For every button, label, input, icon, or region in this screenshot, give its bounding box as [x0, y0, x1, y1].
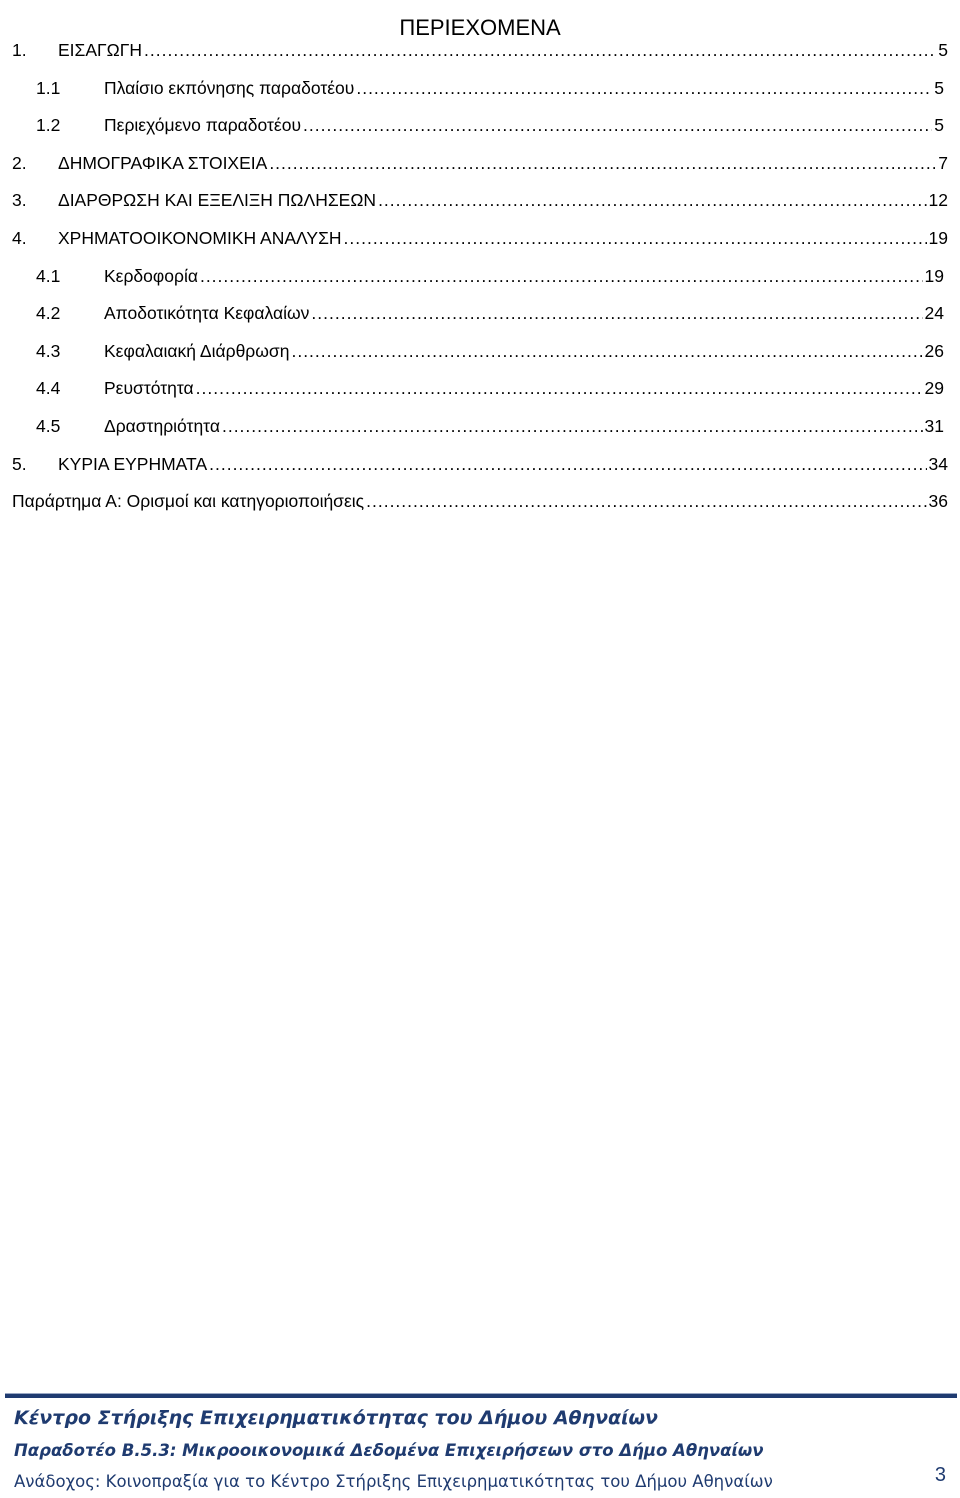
toc-entry-page: 36 — [928, 491, 948, 512]
toc-entry-label: Δραστηριότητα — [104, 415, 220, 436]
toc-entry-page: 24 — [924, 303, 944, 324]
toc-entry-number: 4. — [12, 227, 27, 248]
dot-leader — [311, 303, 922, 324]
dot-leader — [222, 416, 923, 437]
toc-entry-row — [104, 303, 944, 324]
toc-entry-number: 4.4 — [36, 378, 61, 399]
page-number: 3 — [934, 1464, 946, 1486]
toc-entry-label: Περιεχόμενο παραδοτέου — [104, 115, 302, 136]
toc-entry-number: 4.3 — [36, 340, 61, 361]
toc-entry-page: 19 — [928, 227, 948, 248]
toc-entry-page: 26 — [924, 340, 944, 361]
toc-entry-row — [58, 228, 948, 249]
toc-entry-row — [104, 115, 944, 136]
toc-entry-page: 12 — [928, 190, 948, 211]
toc-entry-page: 7 — [938, 152, 948, 173]
toc-entry-number: 1.1 — [36, 77, 61, 98]
toc-entry-row — [58, 190, 948, 211]
footer-contractor: Ανάδοχος: Κοινοπραξία για το Κέντρο Στήριξης Επιχειρηματικότητας του Δήμου Αθηναίων — [14, 1472, 773, 1491]
footer-divider — [5, 1393, 957, 1398]
toc-entry-page: 5 — [934, 115, 944, 136]
toc-list — [0, 40, 960, 529]
dot-leader — [356, 78, 932, 99]
toc-entry[interactable] — [0, 378, 960, 416]
toc-entry[interactable] — [0, 341, 960, 379]
toc-entry-label: ΔΙΑΡΘΡΩΣΗ ΚΑΙ ΕΞΕΛΙΞΗ ΠΩΛΗΣΕΩΝ — [58, 190, 377, 211]
toc-entry-label: Κεφαλαιακή Διάρθρωση — [104, 340, 290, 361]
toc-entry-page: 5 — [934, 77, 944, 98]
toc-title: ΠΕΡΙΕΧΟΜΕΝΑ — [399, 14, 561, 40]
toc-entry-label: ΕΙΣΑΓΩΓΗ — [58, 40, 143, 60]
toc-entry-row — [58, 153, 948, 174]
toc-entry-row — [104, 78, 944, 99]
toc-entry[interactable] — [0, 40, 960, 78]
toc-entry-page: 31 — [924, 415, 944, 436]
toc-entry[interactable] — [0, 491, 960, 529]
toc-entry-row — [104, 378, 944, 399]
toc-entry-number: 2. — [12, 152, 27, 173]
dot-leader — [269, 153, 936, 174]
toc-entry[interactable] — [0, 78, 960, 116]
toc-entry[interactable] — [0, 303, 960, 341]
toc-entry-number: 3. — [12, 190, 27, 211]
footer-organization: Κέντρο Στήριξης Επιχειρηματικότητας του Δήμου Αθηναίων — [14, 1407, 658, 1429]
toc-entry-row — [104, 341, 944, 362]
toc-entry-label: Αποδοτικότητα Κεφαλαίων — [104, 303, 310, 324]
toc-entry[interactable] — [0, 454, 960, 492]
toc-entry-number: 4.5 — [36, 415, 61, 436]
dot-leader — [366, 491, 926, 512]
toc-entry-label: Παράρτημα Α: Ορισμοί και κατηγοριοποιήσεις — [12, 491, 365, 512]
toc-entry-number: 4.1 — [36, 265, 61, 286]
toc-entry-label: ΔΗΜΟΓΡΑΦΙΚΑ ΣΤΟΙΧΕΙΑ — [58, 152, 268, 173]
toc-entry-row — [104, 416, 944, 437]
dot-leader — [303, 115, 932, 136]
toc-entry-number: 1.2 — [36, 115, 61, 136]
toc-entry[interactable] — [0, 416, 960, 454]
toc-entry-label: Πλαίσιο εκπόνησης παραδοτέου — [104, 77, 355, 98]
dot-leader — [291, 341, 922, 362]
toc-entry[interactable] — [0, 266, 960, 304]
toc-entry-row — [58, 454, 948, 475]
toc-entry-page: 5 — [938, 40, 948, 60]
toc-entry-row — [12, 491, 948, 512]
toc-entry-row — [58, 40, 948, 61]
dot-leader — [144, 40, 936, 61]
toc-entry-number: 5. — [12, 453, 27, 474]
dot-leader — [196, 378, 923, 399]
toc-entry[interactable] — [0, 228, 960, 266]
toc-entry-page: 34 — [928, 453, 948, 474]
toc-entry-label: ΧΡΗΜΑΤΟΟΙΚΟΝΟΜΙΚΗ ΑΝΑΛΥΣΗ — [58, 227, 342, 248]
toc-entry[interactable] — [0, 115, 960, 153]
toc-entry-number: 4.2 — [36, 303, 61, 324]
page-footer — [0, 1390, 960, 1498]
footer-deliverable: Παραδοτέο Β.5.3: Μικροοικονομικά Δεδομένα Επιχειρήσεων στο Δήμο Αθηναίων — [14, 1441, 764, 1460]
dot-leader — [344, 228, 927, 249]
toc-entry-label: Ρευστότητα — [104, 378, 194, 399]
toc-entry-label: ΚΥΡΙΑ ΕΥΡΗΜΑΤΑ — [58, 453, 208, 474]
toc-entry[interactable] — [0, 153, 960, 191]
dot-leader — [378, 190, 926, 211]
dot-leader — [200, 266, 923, 287]
toc-entry-label: Κερδοφορία — [104, 265, 198, 286]
toc-entry-number: 1. — [12, 40, 27, 60]
dot-leader — [209, 454, 926, 475]
toc-entry-row — [104, 266, 944, 287]
toc-entry-page: 29 — [924, 378, 944, 399]
toc-entry[interactable] — [0, 190, 960, 228]
toc-entry-page: 19 — [924, 265, 944, 286]
